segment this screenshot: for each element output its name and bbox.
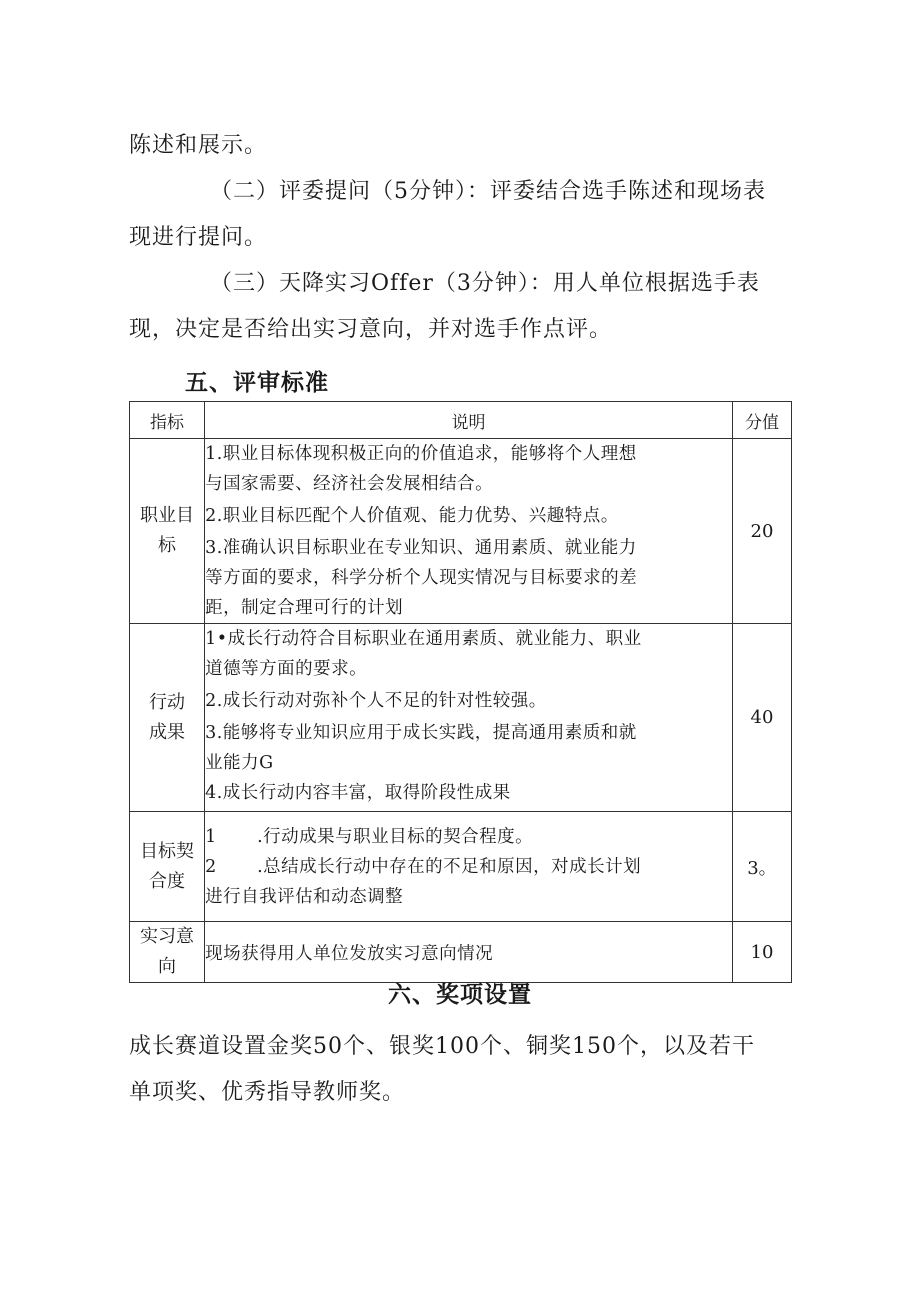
section-heading-criteria: 五、评审标准 <box>185 370 329 396</box>
description-line: 与国家需要、经济社会发展相结合。 <box>205 474 494 494</box>
description-line: 3.能够将专业知识应用于成长实践，提高通用素质和就 <box>205 723 637 743</box>
item-text: .总结成长行动中存在的不足和原因，对成长计划 <box>257 857 642 877</box>
header-score: 分值 <box>732 402 791 439</box>
row-score: 3。 <box>732 812 791 922</box>
intro-line-5: 现，决定是否给出实习意向，并对选手作点评。 <box>129 317 613 342</box>
table-row-goal-fit <box>130 812 792 922</box>
section-heading-awards: 六、奖项设置 <box>388 982 532 1008</box>
criteria-table <box>129 401 792 983</box>
header-indicator: 指标 <box>130 402 205 439</box>
row-score: 10 <box>732 922 791 983</box>
row-label: 实习意 向 <box>130 922 205 983</box>
description-line: 进行自我评估和动态调整 <box>205 887 404 907</box>
description-line: 1.职业目标体现积极正向的价值追求，能够将个人理想 <box>205 444 637 464</box>
intro-line-2: （二）评委提问（5分钟）：评委结合选手陈述和现场表 <box>210 179 766 204</box>
intro-line-4: （三）天降实习Offer（3分钟）：用人单位根据选手表 <box>210 271 760 296</box>
description-line: 等方面的要求，科学分析个人现实情况与目标要求的差 <box>205 568 638 588</box>
row-label: 职业目 标 <box>130 439 205 624</box>
row-score: 40 <box>732 624 791 812</box>
description-line: 2.职业目标匹配个人价值观、能力优势、兴趣特点。 <box>205 506 619 526</box>
header-description: 说明 <box>205 402 733 439</box>
row-description <box>205 812 733 922</box>
table-row-action-results <box>130 624 792 812</box>
numbered-item <box>205 852 732 882</box>
description-line: 4.成长行动内容丰富，取得阶段性成果 <box>205 783 511 803</box>
description-line: 2.成长行动对弥补个人不足的针对性较强。 <box>205 691 547 711</box>
description-line: 3.准确认识目标职业在专业知识、通用素质、就业能力 <box>205 538 637 558</box>
numbered-item <box>205 822 732 852</box>
row-description: 现场获得用人单位发放实习意向情况 <box>205 922 733 983</box>
table-row-internship-intent <box>130 922 792 983</box>
item-text: .行动成果与职业目标的契合程度。 <box>257 827 534 847</box>
intro-line-1: 陈述和展示。 <box>129 133 268 158</box>
description-line: 1•成长行动符合目标职业在通用素质、就业能力、职业 <box>205 629 642 649</box>
description-line: 业能力G <box>205 753 274 773</box>
item-number: 2 <box>205 857 217 877</box>
table-row-career-goal <box>130 439 792 624</box>
description-line: 距，制定合理可行的计划 <box>205 598 404 618</box>
item-number: 1 <box>205 827 217 847</box>
awards-line-2: 单项奖、优秀指导教师奖。 <box>129 1080 406 1105</box>
row-description <box>205 624 733 812</box>
row-label: 目标契 合度 <box>130 812 205 922</box>
description-line: 道德等方面的要求。 <box>205 659 368 679</box>
table-header-row <box>130 402 792 439</box>
row-description <box>205 439 733 624</box>
row-score: 20 <box>732 439 791 624</box>
awards-line-1: 成长赛道设置金奖50个、银奖100个、铜奖150个，以及若干 <box>129 1034 755 1059</box>
row-label: 行动 成果 <box>130 624 205 812</box>
intro-line-3: 现进行提问。 <box>129 225 268 250</box>
